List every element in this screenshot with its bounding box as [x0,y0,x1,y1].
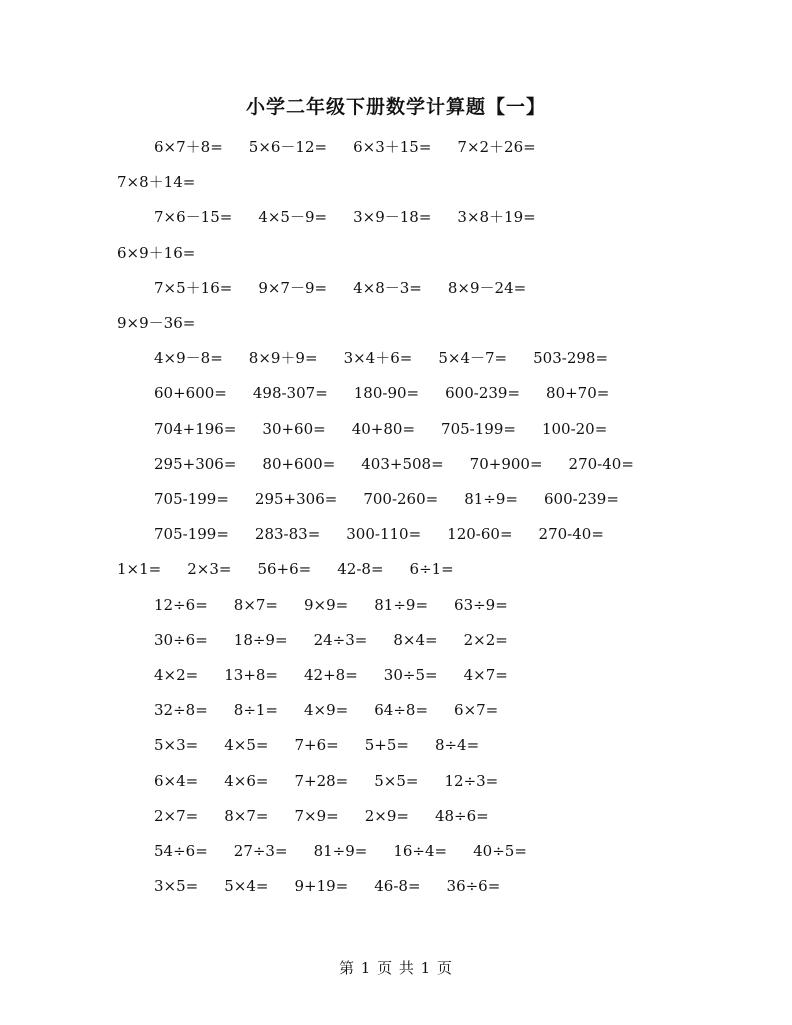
math-problem: 704+196= [154,420,237,438]
math-problem: 9×7－9= [258,279,328,297]
math-problem: 600-239= [445,384,521,402]
math-problem: 30+60= [262,420,326,438]
math-problem: 4×5= [224,736,269,754]
math-problem: 7×2＋26= [457,138,536,156]
math-problem: 2×7= [154,807,199,825]
math-problem: 4×7= [463,666,508,684]
math-problem: 705-199= [154,525,229,543]
math-problem: 7×5＋16= [154,279,233,297]
math-problem: 4×9= [304,701,349,719]
math-problem: 6×4= [154,772,199,790]
math-problem: 81÷9= [374,596,429,614]
math-problem: 80+70= [546,384,610,402]
math-problem: 36÷6= [446,877,501,895]
math-problem: 80+600= [262,455,336,473]
exercise-line [154,418,607,440]
exercise-line [154,488,619,510]
math-problem: 46-8= [374,877,421,895]
math-problem: 5×4－7= [438,349,508,367]
math-problem: 42+8= [304,666,358,684]
math-problem: 4×6= [224,772,269,790]
exercise-line [154,840,527,862]
math-problem: 4×9－8= [154,349,223,367]
math-problem: 40+80= [351,420,416,438]
math-problem: 2×3= [187,560,232,578]
math-problem: 7+6= [294,736,339,754]
math-problem: 5+5= [364,736,409,754]
math-problem: 63÷9= [454,596,508,614]
math-problem: 13+8= [224,666,279,684]
math-problem: 32÷8= [154,701,208,719]
math-problem: 8×4= [393,631,438,649]
math-problem: 81÷9= [464,490,518,508]
math-problem: 705-199= [441,420,516,438]
exercise-line [117,171,195,193]
math-problem: 6×9＋16= [117,244,196,262]
exercise-line [154,277,526,299]
math-problem: 100-20= [541,420,608,438]
math-problem: 48÷6= [434,807,489,825]
exercise-line [154,875,500,897]
math-problem: 498-307= [252,384,328,402]
math-problem: 295+306= [254,490,338,508]
math-problem: 3×9－18= [353,208,432,226]
exercise-line [154,136,536,158]
math-problem: 6÷1= [409,560,454,578]
math-problem: 24÷3= [313,631,368,649]
math-problem: 27÷3= [233,842,288,860]
math-problem: 3×5= [154,877,199,895]
math-problem: 9×9= [304,596,349,614]
math-problem: 3×4＋6= [343,349,413,367]
exercise-line [117,242,195,264]
math-problem: 8×9＋9= [248,349,318,367]
math-problem: 30÷6= [154,631,208,649]
math-problem: 295+306= [154,455,237,473]
math-problem: 6×7＋8= [154,138,223,156]
exercise-line [154,347,608,369]
math-problem: 700-260= [363,490,439,508]
math-problem: 5×5= [374,772,419,790]
math-problem: 30÷5= [383,666,438,684]
math-problem: 705-199= [154,490,229,508]
math-problem: 8×9－24= [447,279,527,297]
math-problem: 2×2= [463,631,508,649]
math-problem: 16÷4= [393,842,448,860]
math-problem: 56+6= [257,560,312,578]
math-problem: 42-8= [337,560,384,578]
math-problem: 5×6－12= [248,138,328,156]
page-footer: 第 1 页 共 1 页 [339,959,453,977]
math-problem: 300-110= [346,525,422,543]
math-problem: 120-60= [447,525,513,543]
exercise-line [154,770,498,792]
math-problem: 8÷1= [233,701,279,719]
exercise-line [154,523,604,545]
math-problem: 2×9= [364,807,409,825]
math-problem: 270-40= [568,455,634,473]
math-problem: 7×8＋14= [117,173,196,191]
exercise-line [154,699,498,721]
math-problem: 60+600= [154,384,227,402]
math-problem: 8×7= [224,807,269,825]
math-problem: 6×7= [454,701,499,719]
exercise-line [154,382,609,404]
math-problem: 18÷9= [233,631,288,649]
math-problem: 600-239= [544,490,619,508]
math-problem: 8÷4= [434,736,480,754]
math-problem: 8×7= [233,596,279,614]
math-problem: 4×2= [154,666,199,684]
exercise-line [154,594,508,616]
math-problem: 4×5－9= [258,208,328,226]
math-problem: 54÷6= [154,842,208,860]
math-problem: 5×3= [154,736,199,754]
math-problem: 81÷9= [313,842,368,860]
exercise-line [154,734,479,756]
math-problem: 1×1= [117,560,162,578]
exercise-line [154,206,536,228]
exercise-line [154,453,634,475]
math-problem: 12÷3= [444,772,499,790]
math-problem: 503-298= [533,349,609,367]
exercise-line [117,312,195,334]
math-problem: 5×4= [224,877,269,895]
math-problem: 180-90= [353,384,420,402]
math-problem: 3×8＋19= [457,208,536,226]
math-problem: 403+508= [361,455,444,473]
math-problem: 70+900= [469,455,543,473]
exercise-line [154,664,508,686]
exercise-line [154,805,489,827]
math-problem: 7×6－15= [154,208,233,226]
math-problem: 7×9= [294,807,339,825]
math-problem: 40÷5= [473,842,527,860]
math-problem: 283-83= [254,525,321,543]
math-problem: 4×8－3= [353,279,422,297]
math-problem: 9×9－36= [117,314,196,332]
exercise-line [154,629,508,651]
page-title: 小学二年级下册数学计算题【一】 [245,96,546,118]
math-problem: 7+28= [294,772,349,790]
math-problem: 9+19= [294,877,349,895]
exercise-line [117,558,454,580]
math-problem: 270-40= [538,525,604,543]
math-problem: 6×3＋15= [353,138,432,156]
math-problem: 12÷6= [154,596,208,614]
math-problem: 64÷8= [374,701,429,719]
